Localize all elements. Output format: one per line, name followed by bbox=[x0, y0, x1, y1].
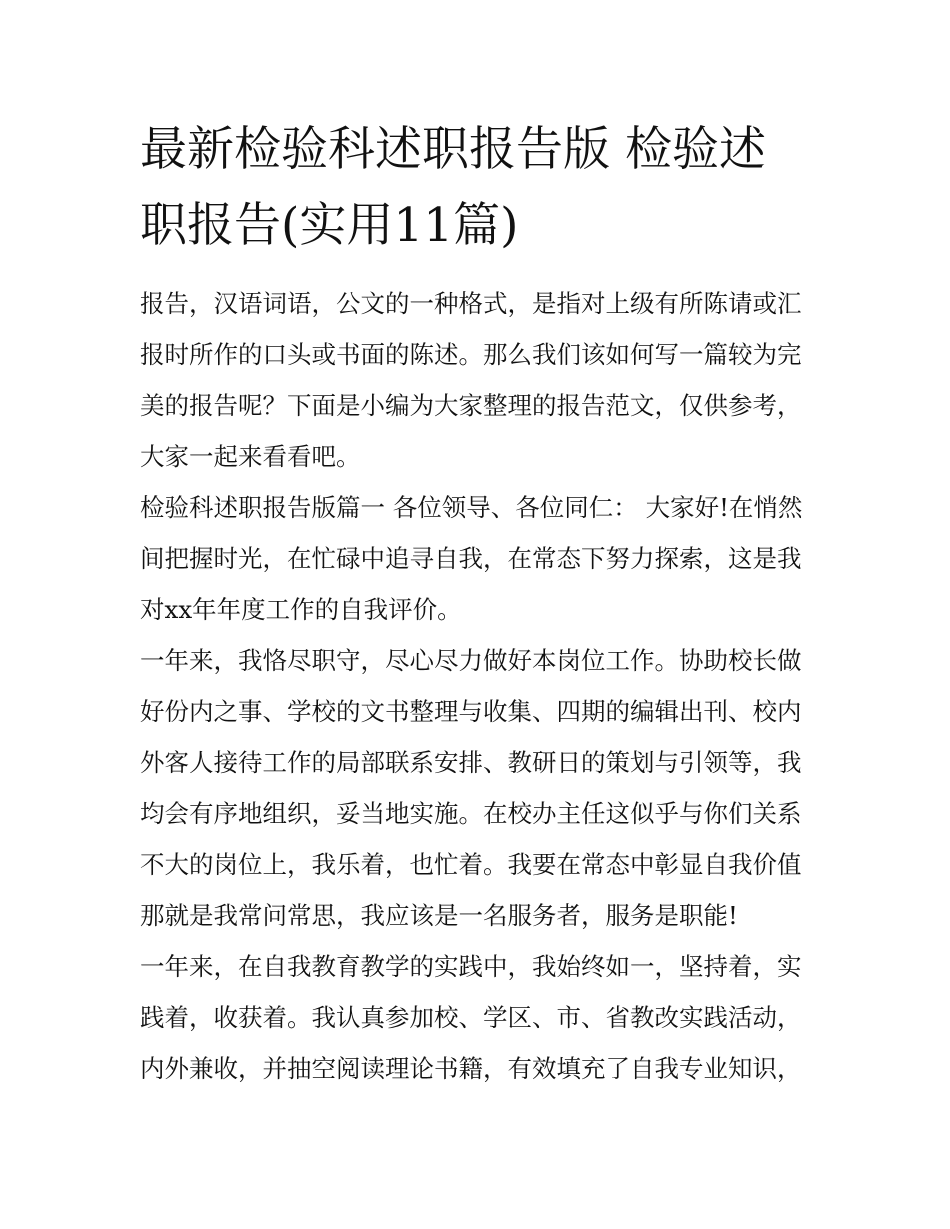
body-line: 一年来，在自我教育教学的实践中，我始终如一，坚持着，实 bbox=[140, 952, 802, 981]
body-line: 不大的岗位上，我乐着，也忙着。我要在常态中彰显自我价值 bbox=[140, 850, 802, 879]
body-line: 内外兼收，并抽空阅读理论书籍，有效填充了自我专业知识， bbox=[140, 1054, 802, 1083]
body-line: 报时所作的口头或书面的陈述。那么我们该如何写一篇较为完 bbox=[140, 340, 802, 369]
title-line-2: 职报告(实用11篇) bbox=[140, 198, 519, 253]
body-line: 大家一起来看看吧。 bbox=[140, 442, 361, 471]
body-line: 检验科述职报告版篇一 各位领导、各位同仁： 大家好!在悄然 bbox=[140, 493, 803, 522]
title-line-1: 最新检验科述职报告版 检验述 bbox=[140, 122, 766, 177]
body-line: 一年来，我恪尽职守，尽心尽力做好本岗位工作。协助校长做 bbox=[140, 646, 802, 675]
body-line: 间把握时光，在忙碌中追寻自我，在常态下努力探索，这是我 bbox=[140, 544, 802, 573]
body-line: 外客人接待工作的局部联系安排、教研日的策划与引领等，我 bbox=[140, 748, 802, 777]
document-body bbox=[140, 278, 820, 1094]
document-title bbox=[140, 112, 820, 264]
body-line: 那就是我常问常思，我应该是一名服务者，服务是职能! bbox=[140, 901, 738, 930]
body-line: 对xx年年度工作的自我评价。 bbox=[140, 595, 462, 624]
body-line: 均会有序地组织，妥当地实施。在校办主任这似乎与你们关系 bbox=[140, 799, 802, 828]
body-line: 美的报告呢？下面是小编为大家整理的报告范文，仅供参考， bbox=[140, 391, 802, 420]
body-line: 好份内之事、学校的文书整理与收集、四期的编辑出刊、校内 bbox=[140, 697, 802, 726]
body-line: 报告，汉语词语，公文的一种格式，是指对上级有所陈请或汇 bbox=[140, 289, 802, 318]
body-line: 践着，收获着。我认真参加校、学区、市、省教改实践活动， bbox=[140, 1003, 802, 1032]
